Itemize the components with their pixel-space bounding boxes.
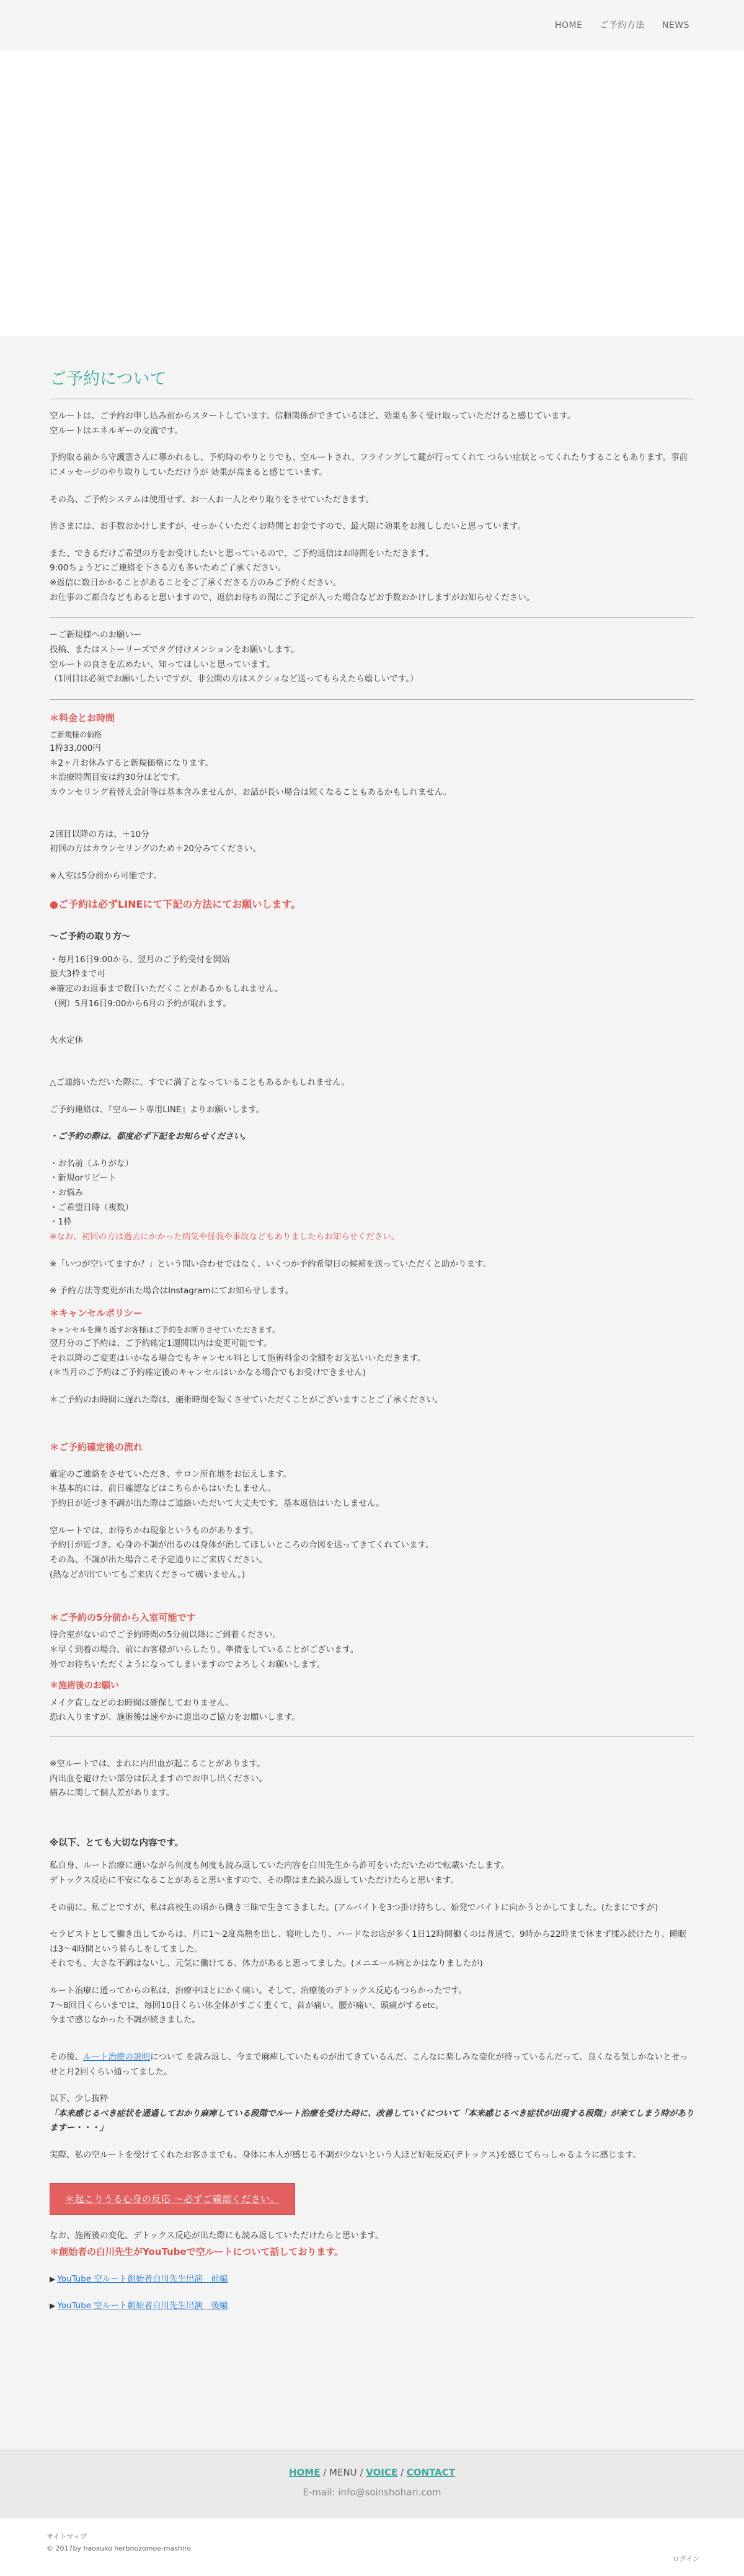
text-line: 確定のご連絡をさせていただき、サロン所在地をお伝えします。 bbox=[50, 1469, 291, 1479]
list-item: ・ご希望日時（複数） bbox=[50, 1202, 133, 1213]
text-line: ＊基本的には、前日確認などはこちらからはいたしません。 bbox=[50, 1484, 277, 1494]
important-p1 bbox=[50, 1859, 694, 1888]
play-triangle-icon: ▶ bbox=[50, 2274, 56, 2283]
hero-banner bbox=[0, 50, 744, 336]
notify-red-note: ※なお、初回の方は過去にかかった病気や怪我や事故などもありましたらお知らせください。 bbox=[50, 1231, 400, 1242]
important-p5 bbox=[50, 2050, 694, 2079]
intro-p1 bbox=[50, 409, 694, 438]
footer-separator: / bbox=[356, 2467, 366, 2478]
youtube-heading: ＊創始者の白川先生がYouTubeで空ルートについて話しております。 bbox=[50, 2246, 344, 2257]
late-note: ＊ご予約のお時間に遅れた際は、施術時間を短くさせていただくことがございますことご了承ください。 bbox=[50, 1394, 443, 1405]
important-p2 bbox=[50, 1901, 694, 1916]
cancel-heading: ＊キャンセルポリシー bbox=[50, 1307, 143, 1319]
line-notice: ●ご予約は必ずLINEにて下記の方法にてお願いします。 bbox=[50, 898, 301, 911]
important-p4 bbox=[50, 1984, 694, 2028]
youtube-link-part2[interactable]: YouTube 空ルート創始者白川先生出演 後編 bbox=[57, 2301, 228, 2311]
text-line: デトックス反応に不安になることがあると思いますので、その際はまた読み返していただけたらと思います。 bbox=[50, 1875, 459, 1885]
text-line: 空ルートは、ご予約お申し込み前からスタートしています。信頼関係ができているほど、効果も多く受け取っていただけると感じています。 bbox=[50, 411, 576, 422]
text-line: 空ルートはエネルギーの交流です。 bbox=[50, 425, 183, 436]
text-line: それでも、大さな不調はないし、元気に働けてる、体力があると思ってました。(メニエール病とかはなりましたが) bbox=[50, 1959, 483, 1969]
after-button-note: なお、施術後の変化、デトックス反応が出た際にも読み返していただけたらと思います。 bbox=[50, 2230, 384, 2241]
text-line: お仕事のご都合などもあると思いますので、返信お待ちの間にご予定が入った場合などお手数おかけしますがお知らせください。 bbox=[50, 592, 535, 603]
footer-menu-label[interactable]: MENU bbox=[329, 2467, 357, 2478]
nav-news[interactable]: NEWS bbox=[662, 20, 689, 30]
main-content bbox=[0, 336, 744, 2450]
text-line: 7〜8回目くらいまでは、毎回10日くらい体全体がすごく重くて、首が痛い、腰が痛い、頭痛がするetc。 bbox=[50, 2000, 444, 2011]
when-note: ※「いつが空いてますか？」という問い合わせではなく、いくつか予約希望日の候補を送っていただくと助かります。 bbox=[50, 1259, 491, 1269]
important-p3 bbox=[50, 1928, 694, 1972]
text-span: その後、 bbox=[50, 2052, 83, 2062]
youtube-link-row-1 bbox=[50, 2272, 694, 2287]
text-line: 1枠33,000円 bbox=[50, 743, 101, 754]
text-line: 恐れ入りますが、施術後は速やかに退出のご協力をお願いします。 bbox=[50, 1712, 300, 1723]
list-item: ・お悩み bbox=[50, 1188, 83, 1198]
closed-days: 火水定休 bbox=[50, 1035, 83, 1046]
text-line: （1回目は必須でお願いしたいですが、非公開の方はスクショなど送ってもらえたら嬉しいです。） bbox=[50, 674, 418, 684]
text-line: それ以降のご変更はいかなる場合でもキャンセル料として施術料金の全額をお支払いいただきます。 bbox=[50, 1353, 426, 1363]
new-customer-request bbox=[50, 628, 694, 687]
booking-flow bbox=[50, 953, 694, 1012]
text-line: 以下、少し抜粋 bbox=[50, 2094, 108, 2104]
text-line: ご新規様の価格 bbox=[50, 730, 102, 740]
copyright: © 2017by haoxuko herbnozomoe-mashiro bbox=[46, 2544, 192, 2553]
text-line: 皆さまには、お手数おかけしますが、せっかくいただくお時間とお金ですので、最大限に効果をお渡ししたいと思っています。 bbox=[50, 521, 526, 532]
intro-p2 bbox=[50, 451, 694, 480]
divider bbox=[50, 617, 694, 618]
text-line: その前に、私ごとですが、私は高校生の頃から働き三昧で生きてきました。(アルバイトを3つ掛け持ちし、始発でバイトに向かうとかしてました。(たまにですが) bbox=[50, 1902, 658, 1913]
text-line: 予約日が近づき不調が出た際はご連絡いただいて大丈夫です。基本返信はいたしません。 bbox=[50, 1498, 384, 1509]
text-line: また、できるだけご希望の方をお受けしたいと思っているので、ご予約返信はお時間をいただきます。 bbox=[50, 548, 434, 559]
text-line: その為、不調が出た場合こそ予定通りにご来店ください。 bbox=[50, 1554, 267, 1565]
intro-p5 bbox=[50, 547, 694, 606]
footer-menu bbox=[0, 2464, 744, 2481]
after-confirm-p2 bbox=[50, 1524, 694, 1583]
site-header bbox=[0, 0, 744, 50]
text-line: ＊2ヶ月お休みすると新規価格になります。 bbox=[50, 758, 214, 768]
entry-policy-heading: ＊ご予約の5分前から入室可能です bbox=[50, 1612, 196, 1624]
text-line: ルート治療に通ってからの私は、治療中ほとにかく痛い。そして、治療後のデトックス反応もつらかったです。 bbox=[50, 1986, 467, 1996]
intro-p4 bbox=[50, 520, 694, 534]
instagram-note: ※ 予約方法等変更が出た場合はInstagramにてお知らせします。 bbox=[50, 1286, 294, 1296]
youtube-link-row-2 bbox=[50, 2299, 694, 2314]
route-explanation-link[interactable]: ルート治療の説明 bbox=[83, 2052, 150, 2062]
text-line: 外でお待ちいただくようになってしまいますのでよろしくお願いします。 bbox=[50, 1659, 326, 1670]
main-nav bbox=[555, 18, 689, 33]
text-line: 私自身、ルート治療に通いながら何度も何度も読み返していた内容を白川先生から許可をいただいたので転載いたします。 bbox=[50, 1861, 510, 1871]
text-line: 2回目以降の方は、＋10分 bbox=[50, 829, 149, 839]
site-footer bbox=[0, 2450, 744, 2518]
text-line: ※確定のお返事まで数日いただくことがあるかもしれません。 bbox=[50, 984, 283, 994]
after-confirm-p1 bbox=[50, 1467, 694, 1512]
booking-flow-heading: 〜ご予約の取り方〜 bbox=[50, 932, 131, 942]
play-triangle-icon: ▶ bbox=[50, 2301, 56, 2311]
fees-heading: ＊料金とお時間 bbox=[50, 712, 115, 724]
text-line: セラピストとして働き出してからは、月に1〜2度高熱を出し、寝吐したり、ハードなお店が多く1日12時間働くのは普通で、9時から22時まで休まず揉み続けたり、睡眠は3〜4時間という暮らしをしてました。 bbox=[50, 1929, 686, 1954]
fees-section bbox=[50, 728, 694, 800]
entry-policy bbox=[50, 1628, 694, 1672]
footer-voice-link[interactable]: VOICE bbox=[366, 2467, 398, 2478]
text-line: （例）5月16日9:00から6月の予約が取れます。 bbox=[50, 998, 232, 1009]
text-line: (熱などが出ていてもご来店くださって構いません。) bbox=[50, 1569, 246, 1580]
text-line: (＊当月のご予約はご予約確定後のキャンセルはいかなる場合でもお受けできません) bbox=[50, 1368, 366, 1378]
footer-separator: / bbox=[397, 2467, 407, 2478]
contact-line: ご予約連絡は、『空ルート専用LINE』よりお願いします。 bbox=[50, 1104, 265, 1115]
nav-booking[interactable]: ご予約方法 bbox=[600, 20, 645, 30]
text-line: 最大3枠まで可 bbox=[50, 969, 105, 980]
full-note: △ご連絡いただいた際に、すでに満了となっていることもあるかもしれません。 bbox=[50, 1077, 350, 1087]
text-line: ＊早く到着の場合、前にお客様がいらしたり、準備をしていることがございます。 bbox=[50, 1645, 359, 1655]
text-line: キャンセルを繰り返すお客様はご予約をお断りさせていただきます。 bbox=[50, 1326, 280, 1335]
after-treatment bbox=[50, 1696, 694, 1725]
text-line: その為、ご予約システムは使用せず、お一人お一人とやり取りをさせていただきます。 bbox=[50, 494, 374, 505]
sitemap-link[interactable]: サイトマップ bbox=[46, 2533, 87, 2541]
fees-entry: ※入室は5分前から可能です。 bbox=[50, 870, 162, 881]
notify-list bbox=[50, 1157, 694, 1245]
footer-home-link[interactable]: HOME bbox=[288, 2467, 321, 2478]
text-line: 翌月分のご予約は、ご予約確定1週間以内は変更可能です。 bbox=[50, 1339, 272, 1349]
text-line: メイク直しなどのお時間は確保しておりません。 bbox=[50, 1697, 234, 1708]
text-line: 予約日が近づき、心身の不調が出るのは身体が治してほしいところの合図を送ってきてくれています。 bbox=[50, 1540, 434, 1551]
footer-contact-link[interactable]: CONTACT bbox=[406, 2467, 456, 2478]
login-link[interactable]: ログイン bbox=[672, 2554, 699, 2563]
excerpt-quote: 「本来感じるべき症状を通過しておかり麻痺している段階でルート治療を受けた時に、改善していくについて「本来感じるべき症状が出現する段階」が来てしまう時がありますー・・・」 bbox=[50, 2108, 694, 2133]
text-span: について を読み返し、今まで麻痺していたものが出てきているんだ、こんなに楽しみな変化が待っているんだって、良くなる気しかないとせっせと月2回くらい通ってました。 bbox=[50, 2052, 688, 2077]
important-p6 bbox=[50, 2092, 694, 2136]
after-confirm-heading: ＊ご予約確定後の流れ bbox=[50, 1441, 143, 1453]
text-line: ※空ルートでは、まれに内出血が起こることがあります。 bbox=[50, 1759, 265, 1769]
text-line: 初回の方はカウンセリングのため＋20分みてください。 bbox=[50, 844, 261, 854]
intro-p3 bbox=[50, 493, 694, 508]
after-treatment-heading: ＊施術後のお願い bbox=[50, 1681, 119, 1691]
text-line: ＊治療時間目安は約30分ほどです。 bbox=[50, 772, 185, 783]
reactions-button[interactable]: ＊起こりうる心身の反応 〜必ずご確認ください。 bbox=[50, 2183, 295, 2215]
cancel-section bbox=[50, 1324, 694, 1381]
list-item: ・新規orリピート bbox=[50, 1173, 117, 1184]
text-line: 内出血を避けたい部分は伝えますのでお申し出ください。 bbox=[50, 1773, 267, 1784]
text-line: 今まで感じなかった不調が続きました。 bbox=[50, 2015, 200, 2025]
page-title: ご予約について bbox=[50, 368, 694, 399]
text-line: ーご新規様へのお願いー bbox=[50, 630, 142, 640]
nav-home[interactable]: HOME bbox=[554, 20, 583, 30]
important-p7 bbox=[50, 2148, 694, 2163]
text-line: 痛みに関して個人差があります。 bbox=[50, 1788, 175, 1799]
notify-heading: ・ご予約の際は、都度必ず下記をお知らせください。 bbox=[50, 1131, 250, 1142]
text-line: 待合室がないのでご予約時間の5分前以降にご到着ください。 bbox=[50, 1630, 281, 1640]
bruise-note bbox=[50, 1757, 694, 1801]
divider bbox=[50, 699, 694, 700]
footer-email: E-mail: info@soinshohari.com bbox=[303, 2487, 441, 2499]
text-line: 実際、私の空ルートを受けてくれたお客さまでも、身体に本人が感じる不調が少ないという人ほど好転反応(デトックス)を感じてらっしゃるように感じます。 bbox=[50, 2150, 641, 2161]
text-line: 空ルートの良さを広めたい、知ってほしいと思っています。 bbox=[50, 659, 275, 670]
text-line: 9:00ちょうどにご連絡を下さる方も多いためご了承ください。 bbox=[50, 563, 286, 573]
text-line: 投稿、またはストーリーズでタグ付けメンションをお願いします。 bbox=[50, 644, 299, 655]
list-item: ・お名前（ふりがな） bbox=[50, 1158, 133, 1169]
bottom-bar bbox=[0, 2518, 744, 2576]
youtube-link-part1[interactable]: YouTube 空ルート創始者白川先生出演 前編 bbox=[57, 2273, 228, 2284]
text-line: ※返信に数日かかることがあることをご了承くださる方のみご予約ください。 bbox=[50, 578, 342, 588]
text-line: カウンセリング着替え会計等は基本含みませんが、お話が長い場合は短くなることもあるかもしれません。 bbox=[50, 787, 452, 797]
important-heading: ※以下、とても大切な内容です。 bbox=[50, 1838, 184, 1848]
text-line: ・毎月16日9:00から、翌月のご予約受付を開始 bbox=[50, 954, 230, 965]
text-line: 空ルートでは、お待ちかね現象というものがあります。 bbox=[50, 1525, 259, 1536]
list-item: ・1枠 bbox=[50, 1217, 72, 1228]
fees-second bbox=[50, 828, 694, 857]
text-line: 予約取る前から守護霊さんに導かれるし、予約時のやりとりでも、空ルートされ、フライングして鍵が行ってくれて つらい症状とってくれたりすることもあります。事前にメッセージのやり取りしていただけうが 効果が高まると感じています。 bbox=[50, 453, 688, 477]
footer-separator: / bbox=[320, 2467, 330, 2478]
